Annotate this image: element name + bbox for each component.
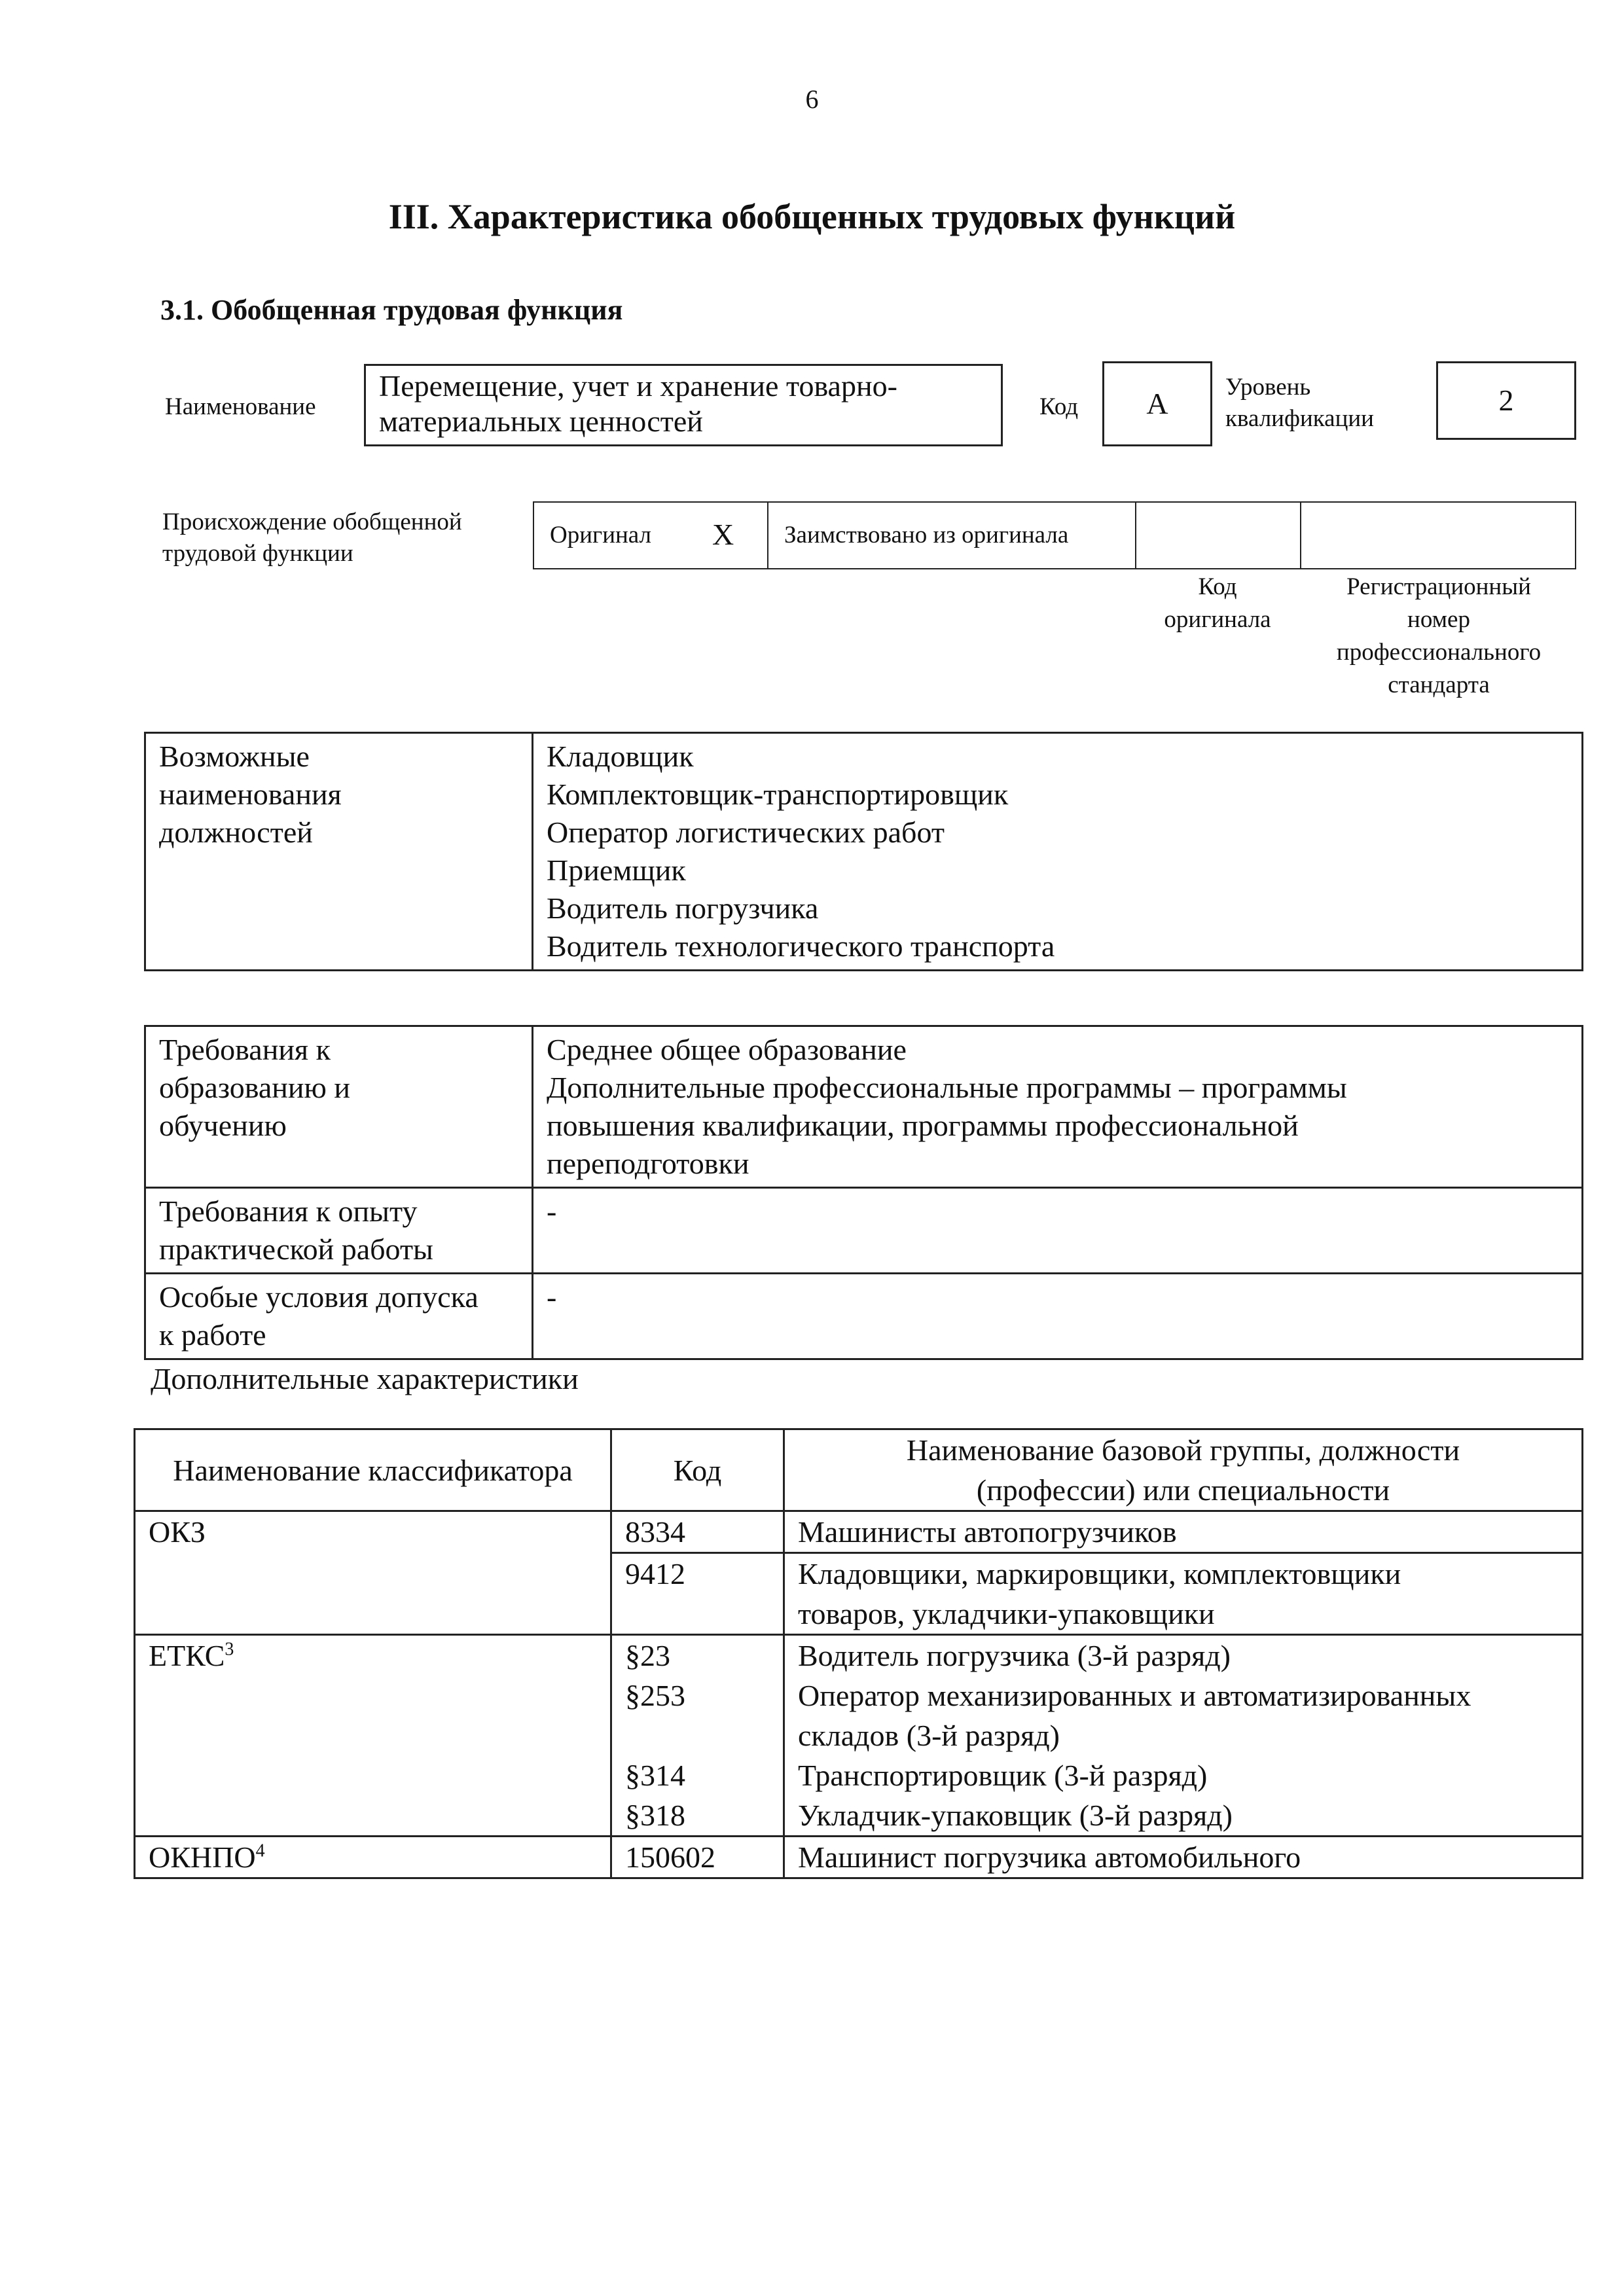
level-box: 2 bbox=[1436, 361, 1576, 440]
requirements-table bbox=[144, 1025, 1583, 1360]
positions-label: Возможные наименования должностей bbox=[145, 733, 533, 971]
name-cell: Кладовщики, маркировщики, комплектовщики товаров, укладчики-упаковщики bbox=[784, 1553, 1583, 1635]
name-cell: Машинист погрузчика автомобильного bbox=[784, 1837, 1583, 1878]
requirement-value: Среднее общее образование Дополнительные профессиональные программы – программы повышения квалификации, программы профессиональной переподготовки bbox=[533, 1026, 1583, 1188]
classifier-cell bbox=[135, 1795, 611, 1837]
classifier-cell bbox=[135, 1755, 611, 1795]
table-header-row bbox=[135, 1429, 1583, 1511]
additional-title: Дополнительные характеристики bbox=[151, 1362, 579, 1395]
classifier-cell: ЕТКС$^3$ bbox=[135, 1635, 611, 1676]
positions-list bbox=[533, 733, 1583, 971]
table-row bbox=[135, 1837, 1583, 1878]
list-item: Водитель погрузчика bbox=[547, 891, 819, 925]
classifier-cell bbox=[135, 1553, 611, 1635]
table-row bbox=[135, 1635, 1583, 1676]
origin-box bbox=[533, 501, 1576, 569]
reg-number-caption: Регистрационный номер профессионального стандарта bbox=[1336, 573, 1542, 698]
name-cell: Укладчик-упаковщик (3-й разряд) bbox=[784, 1795, 1583, 1837]
classifiers-table bbox=[134, 1428, 1583, 1879]
name-cell: Водитель погрузчика (3-й разряд) bbox=[784, 1635, 1583, 1676]
classifier-cell: ОКЗ bbox=[135, 1511, 611, 1553]
origin-label: Происхождение обобщенной трудовой функции bbox=[162, 509, 462, 567]
name-value-line: Перемещение, учет и хранение товарно- bbox=[379, 369, 897, 403]
table-row bbox=[135, 1755, 1583, 1795]
list-item: Приемщик bbox=[547, 853, 686, 887]
original-label: Оригинал bbox=[550, 522, 652, 548]
name-value-line: материальных ценностей bbox=[379, 404, 703, 438]
divider bbox=[767, 503, 768, 568]
code-cell: 8334 bbox=[611, 1511, 784, 1553]
classifier-cell: ОКНПО$^4$ bbox=[135, 1837, 611, 1878]
table-row bbox=[145, 1026, 1583, 1188]
section-title: III. Характеристика обобщенных трудовых функций bbox=[388, 197, 1236, 236]
table-row bbox=[135, 1795, 1583, 1837]
original-mark: Х bbox=[712, 518, 734, 551]
positions-table bbox=[144, 732, 1583, 971]
table-row bbox=[145, 1188, 1583, 1274]
level-label: Уровень квалификации bbox=[1225, 374, 1374, 432]
list-item: Оператор логистических работ bbox=[547, 816, 945, 849]
code-cell: §23 bbox=[611, 1635, 784, 1676]
table-row bbox=[135, 1676, 1583, 1755]
name-cell: Оператор механизированных и автоматизированных складов (3-й разряд) bbox=[784, 1676, 1583, 1755]
footnote-mark: 4 bbox=[255, 1840, 265, 1861]
requirement-label: Требования к образованию и обучению bbox=[145, 1026, 533, 1188]
code-cell: §318 bbox=[611, 1795, 784, 1837]
code-box: А bbox=[1102, 361, 1212, 446]
page-number: 6 bbox=[805, 84, 819, 114]
subsection-title: 3.1. Обобщенная трудовая функция bbox=[160, 294, 623, 326]
list-item: Водитель технологического транспорта bbox=[547, 929, 1055, 963]
borrowed-label: Заимствовано из оригинала bbox=[784, 522, 1069, 548]
original-code-caption: Код оригинала bbox=[1164, 573, 1271, 633]
divider bbox=[1300, 503, 1301, 568]
header-code: Код bbox=[611, 1429, 784, 1511]
name-box bbox=[364, 364, 1003, 446]
table-row bbox=[145, 1274, 1583, 1359]
code-cell: §314 bbox=[611, 1755, 784, 1795]
table-row bbox=[145, 733, 1583, 971]
code-cell: 150602 bbox=[611, 1837, 784, 1878]
header-name: Наименование базовой группы, должности (профессии) или специальности bbox=[784, 1429, 1583, 1511]
name-cell: Транспортировщик (3-й разряд) bbox=[784, 1755, 1583, 1795]
requirement-label: Требования к опыту практической работы bbox=[145, 1188, 533, 1274]
classifier-cell bbox=[135, 1676, 611, 1755]
name-cell: Машинисты автопогрузчиков bbox=[784, 1511, 1583, 1553]
requirement-label: Особые условия допуска к работе bbox=[145, 1274, 533, 1359]
requirement-value: - bbox=[533, 1188, 1583, 1274]
name-label: Наименование bbox=[165, 393, 316, 420]
footnote-mark: 3 bbox=[225, 1639, 234, 1660]
code-label: Код bbox=[1039, 393, 1079, 420]
table-row bbox=[135, 1511, 1583, 1553]
code-cell: 9412 bbox=[611, 1553, 784, 1635]
list-item: Кладовщик bbox=[547, 740, 694, 773]
list-item: Комплектовщик-транспортировщик bbox=[547, 778, 1009, 811]
code-cell: §253 bbox=[611, 1676, 784, 1755]
table-row bbox=[135, 1553, 1583, 1635]
header-classifier: Наименование классификатора bbox=[135, 1429, 611, 1511]
divider bbox=[1135, 503, 1136, 568]
requirement-value: - bbox=[533, 1274, 1583, 1359]
